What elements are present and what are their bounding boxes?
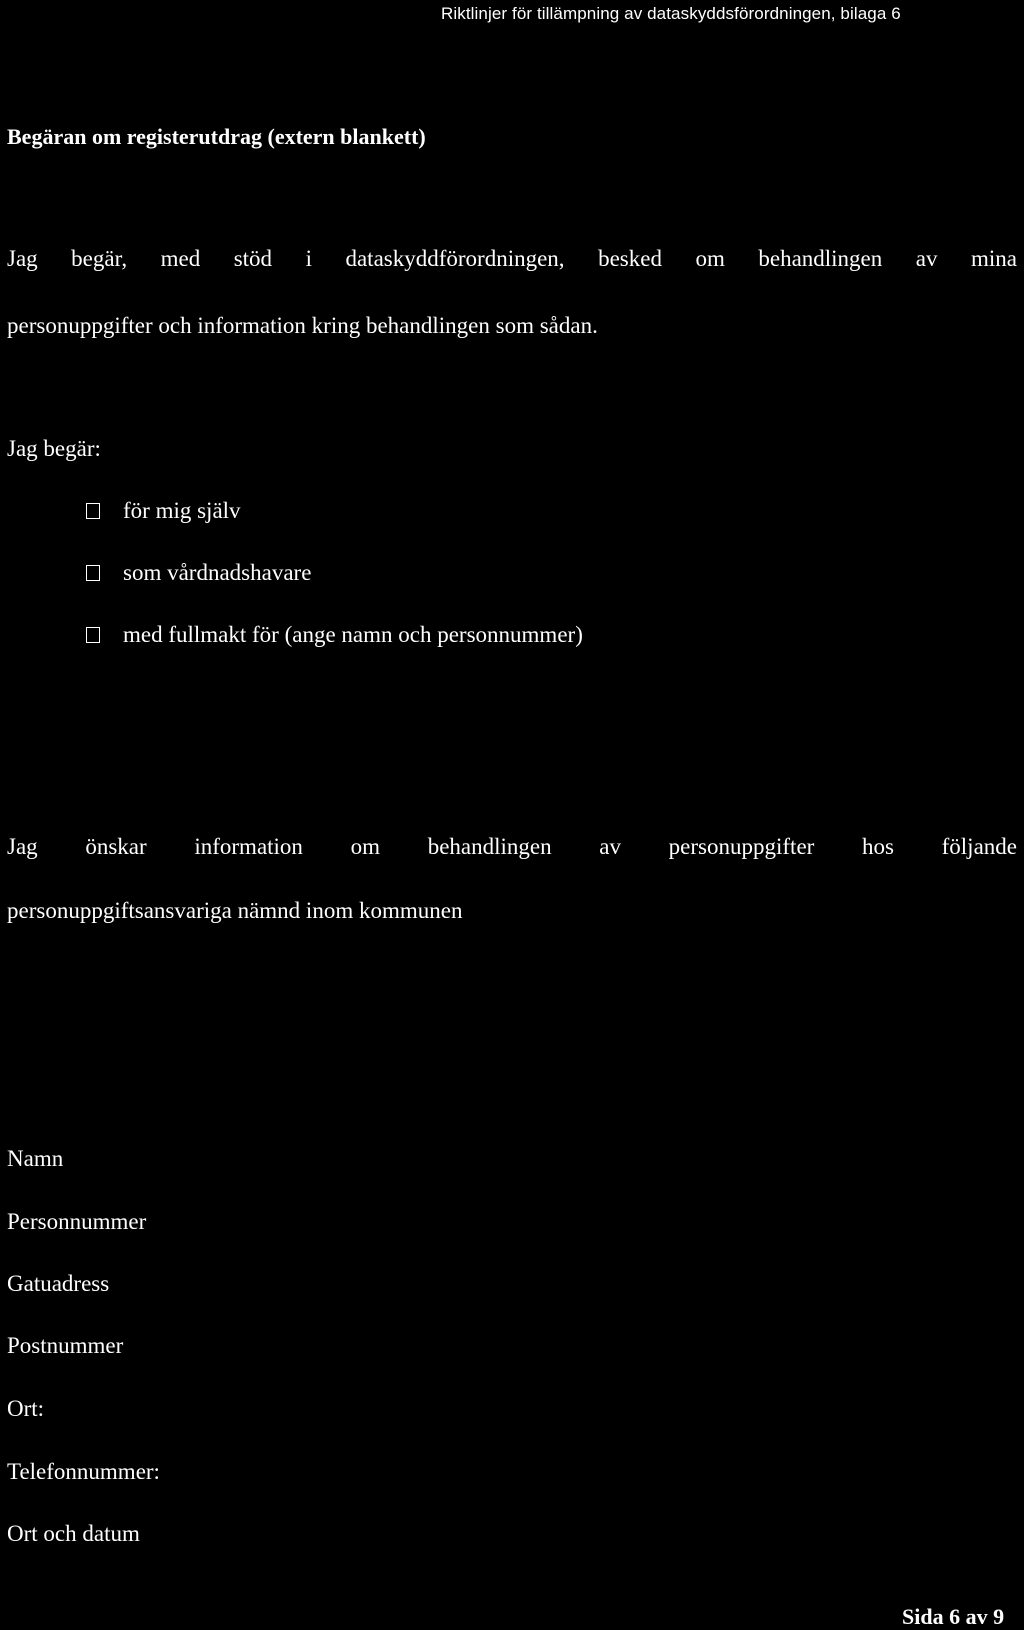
form-title: Begäran om registerutdrag (extern blankett)	[7, 124, 426, 149]
option-proxy[interactable]	[86, 622, 583, 648]
checkbox-self[interactable]	[86, 503, 100, 519]
checkbox-guardian[interactable]	[86, 565, 100, 581]
field-city: Ort:	[7, 1396, 45, 1421]
field-personal-number: Personnummer	[7, 1209, 147, 1234]
field-phone: Telefonnummer:	[7, 1459, 160, 1484]
intro-line-1: Jag begär, med stöd i dataskyddförordningen, besked om behandlingen av mina	[7, 246, 1017, 271]
option-self[interactable]	[86, 498, 241, 524]
info-line-1: Jag önskar information om behandlingen av personuppgifter hos följande	[7, 834, 1017, 859]
page-number: Sida 6 av 9	[902, 1604, 1005, 1629]
field-postal-code: Postnummer	[7, 1333, 124, 1358]
field-street-address: Gatuadress	[7, 1271, 110, 1296]
option-guardian[interactable]	[86, 560, 311, 586]
page-header: Riktlinjer för tillämpning av dataskyddsförordningen, bilaga 6	[441, 4, 901, 23]
checkbox-proxy[interactable]	[86, 627, 100, 643]
option-guardian-label: som vårdnadshavare	[123, 560, 312, 585]
option-self-label: för mig själv	[123, 498, 241, 523]
option-proxy-label: med fullmakt för (ange namn och personnummer)	[123, 622, 583, 647]
request-label: Jag begär:	[7, 436, 101, 461]
field-name: Namn	[7, 1146, 64, 1171]
info-line-2: personuppgiftsansvariga nämnd inom kommunen	[7, 898, 463, 923]
intro-line-2: personuppgifter och information kring behandlingen som sådan.	[7, 313, 598, 338]
field-place-date: Ort och datum	[7, 1521, 140, 1546]
